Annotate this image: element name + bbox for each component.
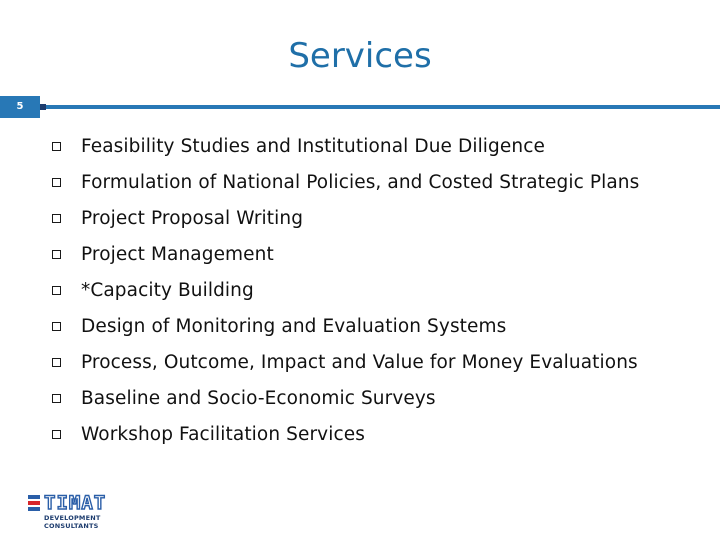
square-bullet-icon (52, 286, 61, 295)
square-bullet-icon (52, 250, 61, 259)
list-item (52, 416, 639, 452)
slide-title: Services (288, 36, 432, 76)
list-item (52, 308, 639, 344)
header-rule (46, 105, 720, 109)
list-item (52, 236, 639, 272)
square-bullet-icon (52, 214, 61, 223)
logo-mark (28, 492, 132, 514)
list-item-text: Project Proposal Writing (81, 207, 304, 229)
list-item-text: Design of Monitoring and Evaluation Systems (81, 315, 507, 337)
square-bullet-icon (52, 322, 61, 331)
company-logo (28, 492, 132, 534)
list-item (52, 344, 639, 380)
square-bullet-icon (52, 142, 61, 151)
list-item-text: *Capacity Building (81, 279, 254, 301)
square-bullet-icon (52, 394, 61, 403)
list-item-text: Baseline and Socio-Economic Surveys (81, 387, 436, 409)
services-list (52, 128, 639, 452)
logo-stripes-icon (28, 495, 40, 511)
square-bullet-icon (52, 430, 61, 439)
list-item (52, 200, 639, 236)
list-item-text: Feasibility Studies and Institutional Due Diligence (81, 135, 545, 157)
list-item-text: Process, Outcome, Impact and Value for Money Evaluations (81, 351, 638, 373)
list-item-text: Workshop Facilitation Services (81, 423, 365, 445)
list-item (52, 380, 639, 416)
square-bullet-icon (52, 178, 61, 187)
slide-number: 5 (0, 96, 40, 118)
list-item-text: Formulation of National Policies, and Costed Strategic Plans (81, 171, 640, 193)
list-item-text: Project Management (81, 243, 274, 265)
logo-line-2: CONSULTANTS (44, 522, 99, 530)
list-item (52, 272, 639, 308)
logo-line-1: DEVELOPMENT (44, 514, 101, 522)
list-item (52, 128, 639, 164)
square-bullet-icon (52, 358, 61, 367)
list-item (52, 164, 639, 200)
logo-wordmark: TIMAT (44, 492, 107, 514)
